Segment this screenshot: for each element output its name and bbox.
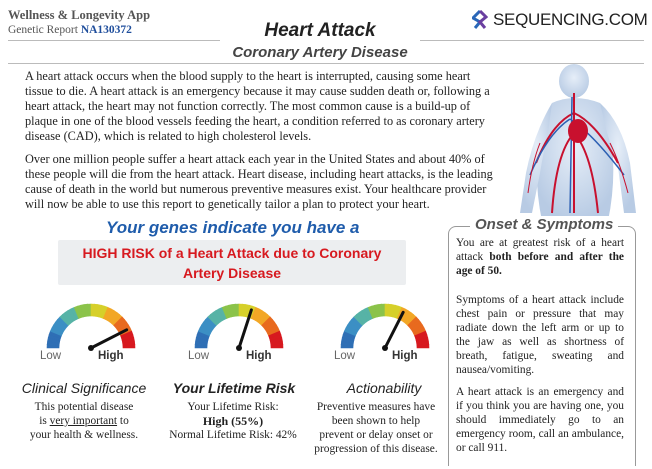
text-line: A heart attack occurs when the blood supply to the heart is interrupted, causing some heart [25,69,471,83]
text-line: progression of this disease. [314,443,438,455]
report-line [8,24,132,36]
actionability-text [310,400,442,456]
gauge-dial [184,300,294,352]
risk-line-1: HIGH RISK of a Heart Attack due to Coronary [82,245,382,261]
text-line: disease (CAD), which is related to high cholesterol levels. [25,129,312,143]
gauge-needle [91,330,127,348]
text-line: Your Lifetime Risk: [187,401,279,413]
text-line: Over one million people suffer a heart attack each year in the United States and about 40% of [25,152,485,166]
gauge-arc-segment [88,304,91,316]
text-line: your health & wellness. [29,429,139,441]
onset-age-emphasis: both before and after the age of 50. [456,251,624,277]
clinical-significance-text [14,400,154,442]
gauge-hub [88,345,94,351]
gauge-arc-segment [271,345,283,348]
text-line: been shown to help [331,415,421,427]
gauge-high-label: High [246,350,272,362]
text-fragment: to [117,415,129,427]
risk-result-box [58,240,406,285]
risk-line-2: Artery Disease [182,265,282,281]
gauge-dial [36,300,146,352]
onset-symptoms-title: Onset & Symptoms [470,216,618,233]
gauge-arc-segment [417,345,429,348]
text-line: heart attack, the heart may not function correctly. The most common cause is a build-up of [25,99,471,113]
gauge-low-label: Low [40,350,62,362]
lifetime-risk-text [157,400,309,442]
gauge-low-label: Low [334,350,356,362]
lifetime-risk-value: High (55%) [202,414,264,428]
intro-paragraph-2 [25,152,512,212]
gauge-low-label: Low [188,350,210,362]
text-line: tissue to die. A heart attack is an emergency because it may cause sudden death or, following a [25,84,490,98]
onset-paragraph-2: Symptoms of a heart attack include chest pain or pressure that may radiate down the left arm or up to the jaw as well as shortness of breath, fatigue, sweating and nausea/vomiting. [456,294,624,376]
logo-icon [472,10,488,30]
text-line: cause of death in the world but numerous preventive measures exist. Your healthcare provider [25,182,487,196]
onset-paragraph-3: A heart attack is an emergency and if you think you are having one, you should immediately go to an emergency room, call an ambulance, or call 911. [456,386,624,454]
gauge-hub [382,345,388,351]
gauge-high-label: High [98,350,124,362]
clinical-significance-heading: Clinical Significance [21,380,147,396]
circulatory-system-illustration [512,63,640,221]
page-subtitle: Coronary Artery Disease [195,44,445,61]
intro-paragraph-1 [25,69,512,144]
gauge-arc-segment [382,304,385,316]
text-line: will now be able to use this report to genetically tailor a plan to protect your heart. [25,197,430,211]
gauge-high-label: High [392,350,418,362]
gauge-arc-segment [123,345,135,348]
gauge-actionability [330,300,440,370]
text-line: plaque in one of the blood vessels feeding the heart, a condition referred to as coronary artery [25,114,485,128]
text-line: Normal Lifetime Risk: 42% [169,429,297,441]
text-line: prevent or delay onset or [319,429,433,441]
report-label: Genetic Report [8,24,78,36]
report-id: NA130372 [80,24,132,36]
genes-indicate-line: Your genes indicate you have a [106,218,360,237]
text-fragment: You are at greatest risk of a heart attack [456,237,624,263]
gauge-clinical-significance [36,300,146,370]
gauge-lifetime-risk [184,300,294,370]
gauge-hub [236,345,242,351]
text-line [14,414,154,428]
app-title: Wellness & Longevity App [8,8,151,22]
gauge-dial [330,300,440,352]
text-line: these people will die from the heart attack. Heart disease, including heart attacks, is the leading [25,167,493,181]
logo [472,10,647,30]
lifetime-risk-heading: Your Lifetime Risk [172,380,296,396]
emphasis-text: very important [49,415,118,427]
logo-text: SEQUENCING.COM [493,10,648,29]
gauge-needle [385,312,403,348]
page-title: Heart Attack [220,20,420,42]
actionability-heading: Actionability [346,380,422,396]
gauge-arc-segment [236,304,239,316]
text-line: Preventive measures have [316,401,436,413]
text-line: This potential disease [34,401,134,413]
text-fragment: is [39,415,50,427]
onset-paragraph-1 [456,236,624,278]
